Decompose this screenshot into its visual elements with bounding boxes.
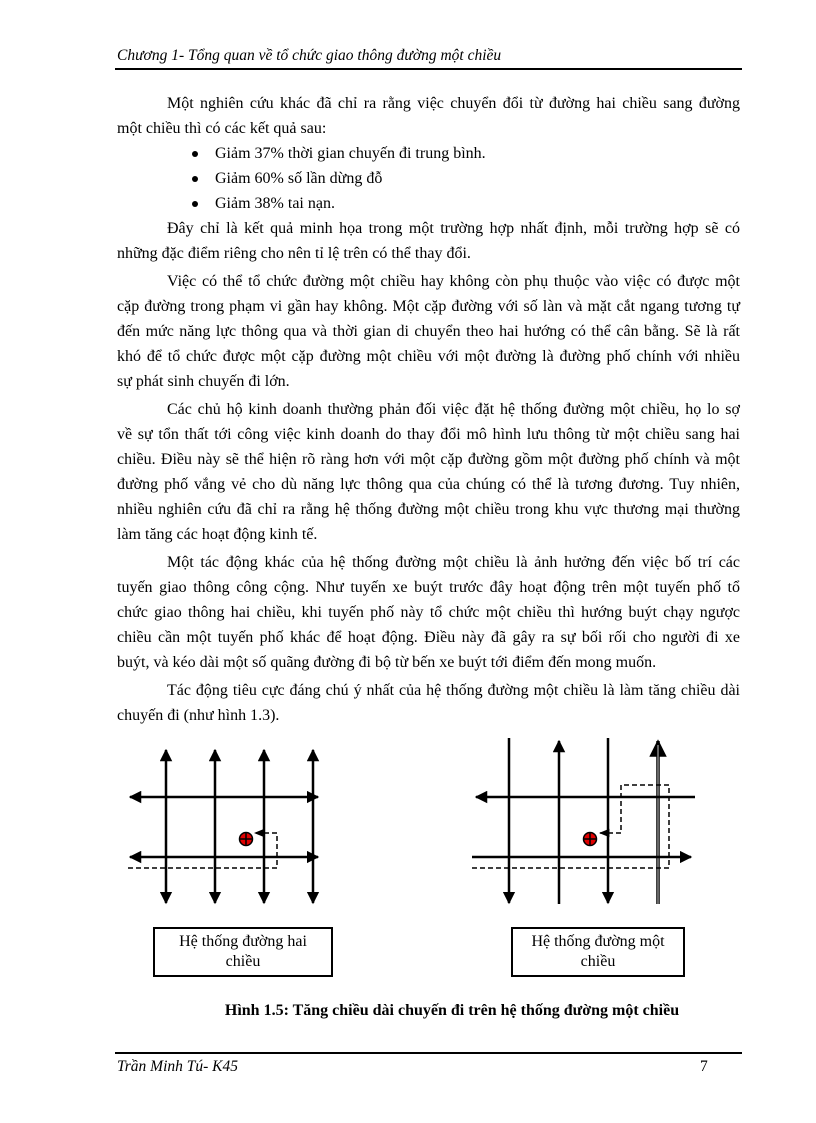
list-item: Giảm 37% thời gian chuyến đi trung bình.: [117, 141, 740, 166]
label-line: Hệ thống đường hai: [179, 933, 307, 950]
one-way-label-box: [511, 927, 685, 977]
page-number: 7: [700, 1058, 708, 1075]
two-way-label-box: [153, 927, 333, 977]
text-line: về sự tổn thất tới công việc kinh doanh do thay đổi mô hình lưu thông từ một chiều sang hai: [117, 426, 740, 443]
text-line: khó để tổ chức được một cặp đường một chiều với một đường là đường phố chính với nhiều: [117, 348, 740, 365]
text-line: Tác động tiêu cực đáng chú ý nhất của hệ thống đường một chiều là làm tăng chiều dài: [167, 682, 740, 699]
text-line: buýt, và kéo dài một số quãng đường đi bộ từ bến xe buýt tới điểm đến mong muốn.: [117, 654, 657, 671]
one-way-grid: [472, 738, 695, 904]
destination-marker-icon: [584, 833, 597, 846]
text-line: làm tăng các hoạt động kinh tế.: [117, 526, 318, 543]
text-line: chiều. Điều này sẽ thể hiện rõ ràng hơn với một cặp đường gồm một đường phố chính và một: [117, 451, 740, 468]
text-line: đến mức năng lực thông qua và thời gian di chuyển theo hai hướng có thể cân bằng. Sẽ là rất: [117, 323, 740, 340]
label-line: chiều: [225, 953, 261, 970]
label-line: Hệ thống đường một: [531, 933, 665, 950]
footer-rule: [115, 1052, 742, 1054]
text-line: chức giao thông hai chiều, khi tuyến phố này tổ chức một chiều thì hướng buýt chạy ngược: [117, 604, 740, 621]
text-line: tuyến giao thông công cộng. Như tuyến xe buýt trước đây hoạt động trên một tuyến phố tổ: [117, 579, 740, 596]
text-line: chuyến đi (như hình 1.3).: [117, 707, 280, 724]
text-line: đường phố vắng vẻ cho dù năng lực thông qua của chúng có thể là tương đương. Tuy nhiên,: [117, 476, 740, 493]
text-line: Đây chỉ là kết quả minh họa trong một trường hợp nhất định, mỗi trường hợp sẽ có: [167, 220, 740, 237]
list-item: Giảm 38% tai nạn.: [117, 191, 740, 216]
text-line: những đặc điểm riêng cho nên tỉ lệ trên có thể thay đổi.: [117, 245, 471, 262]
text-line: một chiều thì có các kết quả sau:: [117, 120, 327, 137]
footer-author: Trần Minh Tú- K45: [117, 1058, 239, 1075]
label-line: chiều: [580, 953, 616, 970]
two-way-grid: [128, 750, 318, 903]
list-item: Giảm 60% số lần dừng đỗ: [117, 166, 740, 191]
running-header: Chương 1- Tổng quan về tổ chức giao thông đường một chiều: [117, 47, 502, 64]
destination-marker-icon: [240, 833, 253, 846]
text-line: nhiều nghiên cứu đã chỉ ra rằng hệ thống đường một chiều trong khu vực thương mại thường: [117, 501, 740, 518]
text-line: chiều cần một tuyến phố khác để hoạt động. Điều này đã gây ra sự bối rối cho người đi xe: [117, 629, 740, 646]
text-line: sự phát sinh chuyến đi lớn.: [117, 373, 290, 390]
text-line: Một tác động khác của hệ thống đường một chiều là ảnh hưởng đến việc bố trí các: [167, 554, 740, 571]
text-line: cặp đường trong phạm vi gần hay không. Một cặp đường với số làn và mặt cắt ngang tương tự: [117, 298, 740, 315]
trip-route-dashed: [128, 833, 277, 868]
text-line: Việc có thể tổ chức đường một chiều hay không còn phụ thuộc vào việc có được một: [167, 273, 740, 290]
figure-caption: [0, 1002, 816, 1020]
text-line: Các chủ hộ kinh doanh thường phản đối việc đặt hệ thống đường một chiều, họ lo sợ: [167, 401, 740, 418]
text-line: Một nghiên cứu khác đã chỉ ra rằng việc chuyển đổi từ đường hai chiều sang đường: [167, 95, 740, 112]
caption-text: Hình 1.5: Tăng chiều dài chuyến đi trên hệ thống đường một chiều: [224, 1002, 680, 1019]
